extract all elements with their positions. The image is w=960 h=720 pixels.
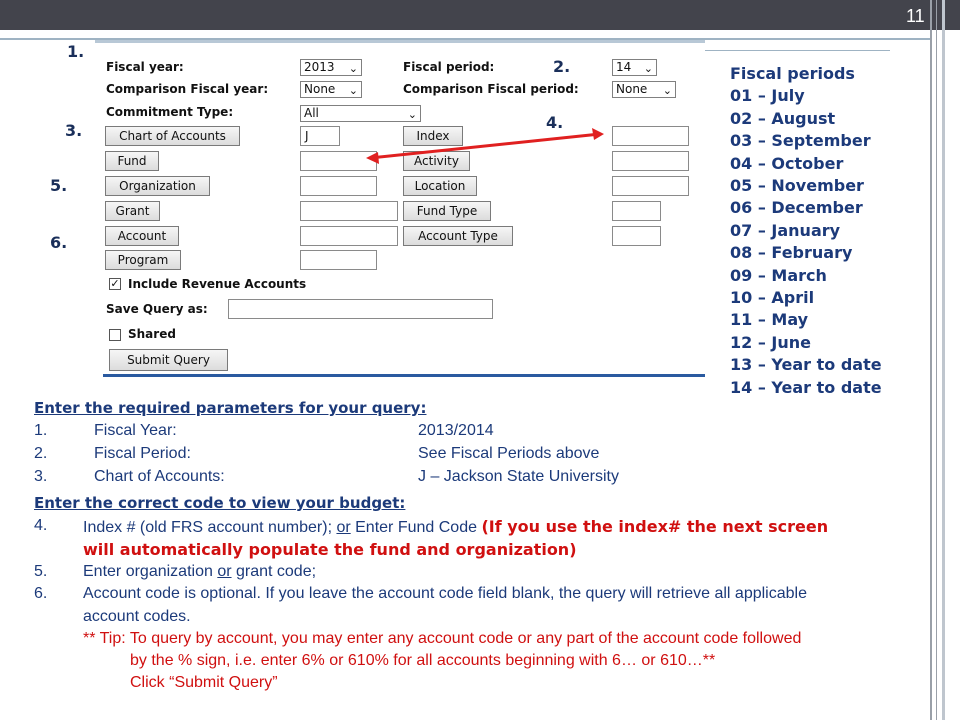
item4-or: or: [336, 519, 351, 536]
fund-button[interactable]: Fund: [105, 151, 159, 171]
callout-3: 3.: [65, 121, 83, 140]
chevron-down-icon: ⌄: [643, 62, 653, 75]
req-label-1: Fiscal Year:: [94, 422, 177, 439]
item5-part-a: Enter organization: [83, 563, 218, 580]
item5-or: or: [217, 563, 232, 580]
comparison-fiscal-period-value: None: [616, 82, 648, 96]
list-item: 03 – September: [730, 131, 871, 151]
req-label-2: Fiscal Period:: [94, 445, 191, 462]
fiscal-period-value: 14: [616, 60, 632, 74]
req-label-3: Chart of Accounts:: [94, 468, 225, 485]
comparison-fiscal-period-label: Comparison Fiscal period:: [403, 82, 579, 96]
save-query-label: Save Query as:: [106, 302, 208, 316]
req-value-3: J – Jackson State University: [418, 468, 619, 485]
organization-button[interactable]: Organization: [105, 176, 210, 196]
fiscal-periods-list: [730, 63, 882, 399]
page-number: 11: [906, 6, 925, 26]
chevron-down-icon: ⌄: [348, 84, 358, 97]
callout-6: 6.: [50, 233, 68, 252]
account-type-button[interactable]: Account Type: [403, 226, 513, 246]
fiscal-year-value: 2013: [304, 60, 335, 74]
chevron-down-icon: ⌄: [662, 84, 672, 97]
list-item: 11 – May: [730, 310, 809, 330]
item4-note: (If you use the index# the next screen: [481, 517, 829, 536]
item4-num: 4.: [34, 517, 48, 534]
item5-text: [83, 563, 316, 581]
tip-line3: Click “Submit Query”: [130, 674, 278, 691]
commitment-type-label: Commitment Type:: [106, 105, 234, 119]
location-button[interactable]: Location: [403, 176, 477, 196]
program-button[interactable]: Program: [105, 250, 181, 270]
tip-line1: ** Tip: To query by account, you may enter any account code or any part of the account code followed: [83, 630, 802, 647]
list-item: 09 – March: [730, 265, 827, 285]
list-item: 06 – December: [730, 198, 863, 218]
include-revenue-checkbox[interactable]: ✓: [110, 277, 120, 290]
submit-query-button[interactable]: Submit Query: [109, 349, 228, 371]
list-item: 02 – August: [730, 108, 836, 128]
item6-line1: Account code is optional. If you leave the account code field blank, the query will retrieve all applicable: [83, 585, 807, 602]
req-value-1: 2013/2014: [418, 422, 494, 439]
list-item: 08 – February: [730, 243, 853, 263]
req-num-3: 3.: [34, 468, 48, 485]
item5-part-b: grant code;: [231, 563, 317, 580]
chevron-down-icon: ⌄: [407, 108, 417, 121]
req-value-2: See Fiscal Periods above: [418, 445, 600, 462]
include-revenue-label: Include Revenue Accounts: [128, 277, 307, 291]
item4-part-b: Enter Fund Code: [350, 519, 482, 536]
callout-2: 2.: [553, 57, 571, 76]
callout-1: 1.: [67, 42, 85, 61]
account-button[interactable]: Account: [105, 226, 179, 246]
item5-num: 5.: [34, 563, 48, 580]
list-item: 12 – June: [730, 332, 811, 352]
shared-label: Shared: [128, 327, 176, 341]
item4-text: [83, 517, 828, 537]
fiscal-periods-title: Fiscal periods: [730, 64, 855, 83]
comparison-fiscal-year-label: Comparison Fiscal year:: [106, 82, 269, 96]
list-item: 10 – April: [730, 288, 815, 308]
req-num-2: 2.: [34, 445, 48, 462]
item4-note-line2: will automatically populate the fund and organization): [83, 540, 577, 559]
tip-line2: by the % sign, i.e. enter 6% or 610% for all accounts beginning with 6… or 610…**: [130, 652, 716, 669]
item6-num: 6.: [34, 585, 48, 602]
list-item: 01 – July: [730, 86, 805, 106]
fund-type-button[interactable]: Fund Type: [403, 201, 491, 221]
chart-of-accounts-input[interactable]: J: [300, 126, 340, 146]
commitment-type-value: All: [304, 106, 319, 120]
list-item: 13 – Year to date: [730, 355, 882, 375]
fiscal-period-label: Fiscal period:: [403, 60, 495, 74]
list-item: 05 – November: [730, 176, 864, 196]
budget-codes-heading: Enter the correct code to view your budget:: [34, 494, 406, 512]
grant-button[interactable]: Grant: [105, 201, 160, 221]
list-item: 04 – October: [730, 153, 844, 173]
chart-of-accounts-button[interactable]: Chart of Accounts: [105, 126, 240, 146]
callout-5: 5.: [50, 176, 68, 195]
comparison-fiscal-year-value: None: [304, 82, 336, 96]
item4-part-a: Index # (old FRS account number);: [83, 519, 337, 536]
list-item: 07 – January: [730, 220, 841, 240]
req-num-1: 1.: [34, 422, 48, 439]
callout-4: 4.: [546, 113, 564, 132]
required-params-heading: Enter the required parameters for your query:: [34, 399, 427, 417]
item6-line2: account codes.: [83, 608, 191, 625]
index-button[interactable]: Index: [403, 126, 463, 146]
fiscal-year-label: Fiscal year:: [106, 60, 184, 74]
list-item: 14 – Year to date: [730, 377, 882, 397]
activity-button[interactable]: Activity: [403, 151, 470, 171]
chevron-down-icon: ⌄: [348, 62, 358, 75]
